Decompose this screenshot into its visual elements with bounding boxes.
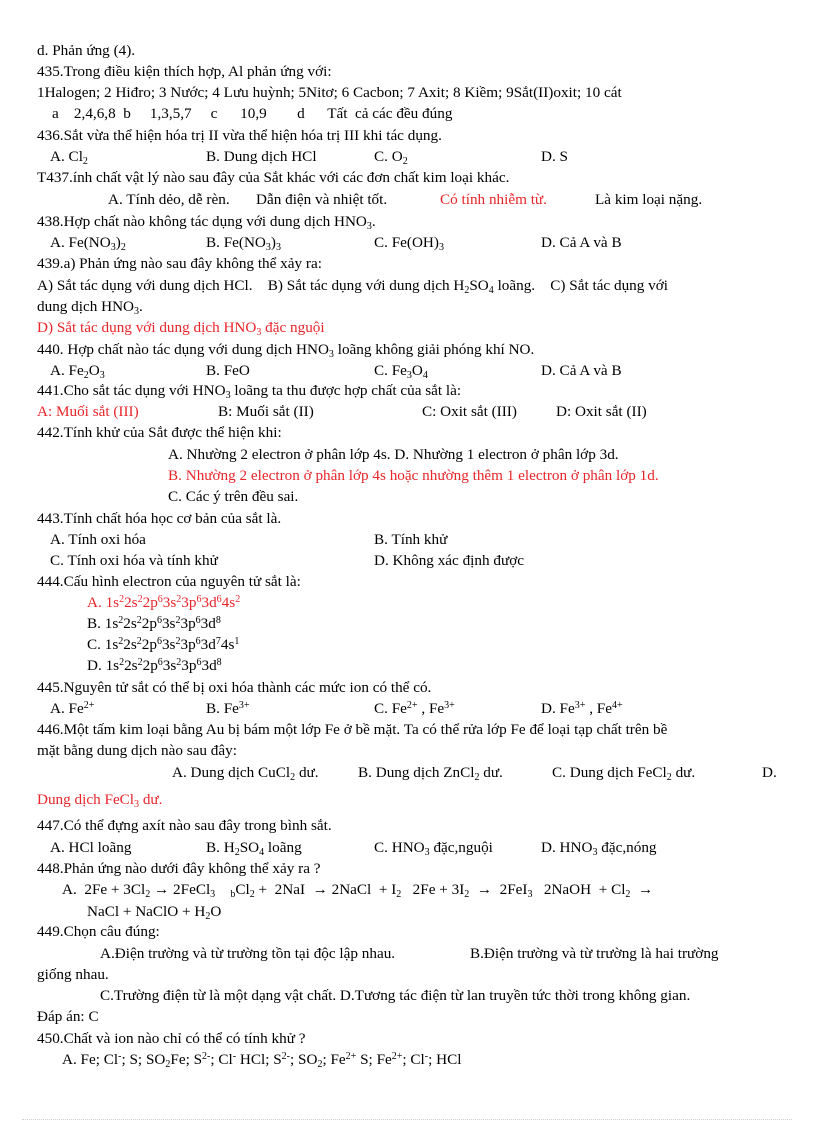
- option-c: C. $O_2$: [374, 148, 408, 167]
- question-439: 439.a) Phản ứng nào sau đây không thể xảy ra:: [37, 255, 322, 272]
- option-a: A. HCl loãng: [50, 839, 132, 856]
- option-c: C. Tính oxi hóa và tính khử: [50, 552, 218, 569]
- option-b: Dẫn điện và nhiệt tốt.: [256, 191, 388, 208]
- option-d: D. $HNO_3$ đặc,nóng: [541, 839, 657, 858]
- text-line: dung dịch $HNO_3$.: [37, 298, 143, 317]
- option-d: D. $1s^22s^22p^63s^23p^63d^8$: [87, 657, 222, 674]
- option-c: C. $Fe_3O_4$: [374, 362, 428, 381]
- option-b-answer: B. Nhường 2 electron ở phân lớp 4s hoặc nhường thêm 1 electron ở phân lớp 1d.: [168, 467, 659, 484]
- option-c-answer: Có tính nhiễm từ.: [440, 191, 547, 208]
- question-441: 441.Cho sắt tác dụng với $HNO_3$ loãng ta thu được hợp chất của sắt là:: [37, 382, 462, 401]
- option-c-d: C.Trường điện từ là một dạng vật chất. D.Tương tác điện từ lan truyền tức thời trong không gian.: [100, 987, 691, 1004]
- option-a: A. $Fe^{2+}$: [50, 700, 95, 717]
- option-d: D. Cả A và B: [541, 234, 622, 251]
- options-448: A. $2Fe + 3Cl_2$ → 2FeCl$_3$ $_bCl_2 + 2NaI$ → 2NaCl + $I_2$ $2Fe + 3I_2 \to 2FeI_3$ 2NaOH + $Cl_2$ →: [62, 881, 654, 900]
- option-a: A. Tính oxi hóa: [50, 531, 146, 548]
- text-line: NaCl + NaClO + $H_2O$: [87, 903, 222, 922]
- page-divider: [22, 1119, 792, 1120]
- option-b: B. $H_2SO_4$ loãng: [206, 839, 302, 858]
- question-448: 448.Phản ứng nào dưới đây không thể xảy ra ?: [37, 860, 321, 877]
- options-439: A) Sắt tác dụng với dung dịch HCl. B) Sắt tác dụng với dung dịch $H_2SO_4$ loãng. C) Sắt tác dụng với: [37, 277, 668, 296]
- question-450: 450.Chất và ion nào chỉ có thể có tính khử ?: [37, 1030, 306, 1047]
- option-c: C. $1s^22s^22p^63s^23p^63d^74s^1$: [87, 636, 240, 653]
- question-444: 444.Cấu hình electron của nguyên tử sắt là:: [37, 573, 301, 590]
- option-d: D. Không xác định được: [374, 552, 524, 569]
- question-446: 446.Một tấm kim loại bằng Au bị bám một lớp Fe ở bề mặt. Ta có thể rửa lớp Fe để loại tạp chất trên bề: [37, 721, 668, 738]
- option-a: A. Nhường 2 electron ở phân lớp 4s. D. Nhường 1 electron ở phân lớp 3d.: [168, 446, 619, 463]
- option-a: A. $Fe_2O_3$: [50, 362, 105, 381]
- question-447: 447.Có thể đựng axít nào sau đây trong bình sắt.: [37, 817, 332, 834]
- option-c: C: Oxit sắt (III): [422, 403, 517, 420]
- option-d-answer: Dung dịch FeCl$_3$ dư.: [37, 791, 163, 810]
- option-d: D: Oxit sắt (II): [556, 403, 647, 420]
- text-line: giống nhau.: [37, 966, 109, 983]
- option-b: B. Dung dịch HCl: [206, 148, 317, 165]
- options-435: a 2,4,6,8 b 1,3,5,7 c 10,9 d Tất cả các đều đúng: [52, 105, 453, 122]
- option-c: C. $HNO_3$ đặc,nguội: [374, 839, 493, 858]
- option-c: C. Dung dịch FeCl$_2$ dư.: [552, 764, 696, 783]
- question-442: 442.Tính khử của Sắt được thể hiện khi:: [37, 424, 282, 441]
- option-d: D. S: [541, 148, 569, 165]
- option-a: A. $Fe(NO_3)_2$: [50, 234, 126, 253]
- option-a: A.Điện trường và từ trường tồn tại độc lập nhau.: [100, 945, 396, 962]
- question-443: 443.Tính chất hóa học cơ bản của sắt là.: [37, 510, 282, 527]
- option-d: Là kim loại nặng.: [595, 191, 703, 208]
- option-b: B. $Fe(NO_3)_3$: [206, 234, 281, 253]
- option-a-answer: A. $1s^22s^22p^63s^23p^63d^64s^2$: [87, 594, 241, 611]
- answer-439: D) Sắt tác dụng với dung dịch $HNO_3$ đặc nguội: [37, 319, 325, 338]
- option-b: B. FeO: [206, 362, 250, 379]
- option-b: B. $Fe^{3+}$: [206, 700, 250, 717]
- answer-449: Đáp án: C: [37, 1008, 99, 1025]
- option-d: D.: [762, 764, 777, 781]
- text-line: mặt bằng dung dịch nào sau đây:: [37, 742, 237, 759]
- option-d: D. $Fe^{3+}$ , $Fe^{4+}$: [541, 700, 623, 717]
- option-d: D. Cả A và B: [541, 362, 622, 379]
- question-437: T437.ính chất vật lý nào sau đây của Sắt khác với các đơn chất kim loại khác.: [37, 169, 510, 186]
- option-b: B. Dung dịch ZnCl$_2$ dư.: [358, 764, 503, 783]
- question-435: 435.Trong điều kiện thích hợp, Al phản ứng với:: [37, 63, 332, 80]
- question-436: 436.Sắt vừa thể hiện hóa trị II vừa thể hiện hóa trị III khi tác dụng.: [37, 127, 442, 144]
- option-b: B.Điện trường và từ trường là hai trường: [470, 945, 719, 962]
- text-line: 1Halogen; 2 Hiđro; 3 Nước; 4 Lưu huỳnh; 5Nitơ; 6 Cacbon; 7 Axit; 8 Kiềm; 9Sắt(II)oxit; 10 cát: [37, 84, 622, 101]
- question-438: 438.Hợp chất nào không tác dụng với dung dịch $HNO_3$.: [37, 213, 376, 232]
- option-a-answer: A: Muối sắt (III): [37, 403, 139, 420]
- option-a: A. Tính dẻo, dễ rèn.: [108, 191, 230, 208]
- option-b: B. $1s^22s^22p^63s^23p^63d^8$: [87, 615, 221, 632]
- option-b: B: Muối sắt (II): [218, 403, 314, 420]
- question-440: 440. Hợp chất nào tác dụng với dung dịch $HNO_3$ loãng không giải phóng khí NO.: [37, 341, 535, 360]
- option-b: B. Tính khử: [374, 531, 448, 548]
- option-a: A. Dung dịch CuCl$_2$ dư.: [172, 764, 319, 783]
- option-c: C. $Fe^{2+}$ , $Fe^{3+}$: [374, 700, 455, 717]
- option-a: A. $Cl_2$: [50, 148, 88, 167]
- option-c: C. Các ý trên đều sai.: [168, 488, 299, 505]
- question-445: 445.Nguyên tử sắt có thể bị oxi hóa thành các mức ion có thể có.: [37, 679, 432, 696]
- option-c: C. $Fe(OH)_3$: [374, 234, 444, 253]
- options-450: A. Fe; Cl-; S; $SO_2Fe$; $S^{2-}$; Cl- HCl; $S^{2-}$; $SO_2$; $Fe^{2+}$ S; $Fe^{2+}$; Cl-; HCl: [62, 1051, 462, 1070]
- text-line: d. Phản ứng (4).: [37, 42, 136, 59]
- question-449: 449.Chọn câu đúng:: [37, 923, 160, 940]
